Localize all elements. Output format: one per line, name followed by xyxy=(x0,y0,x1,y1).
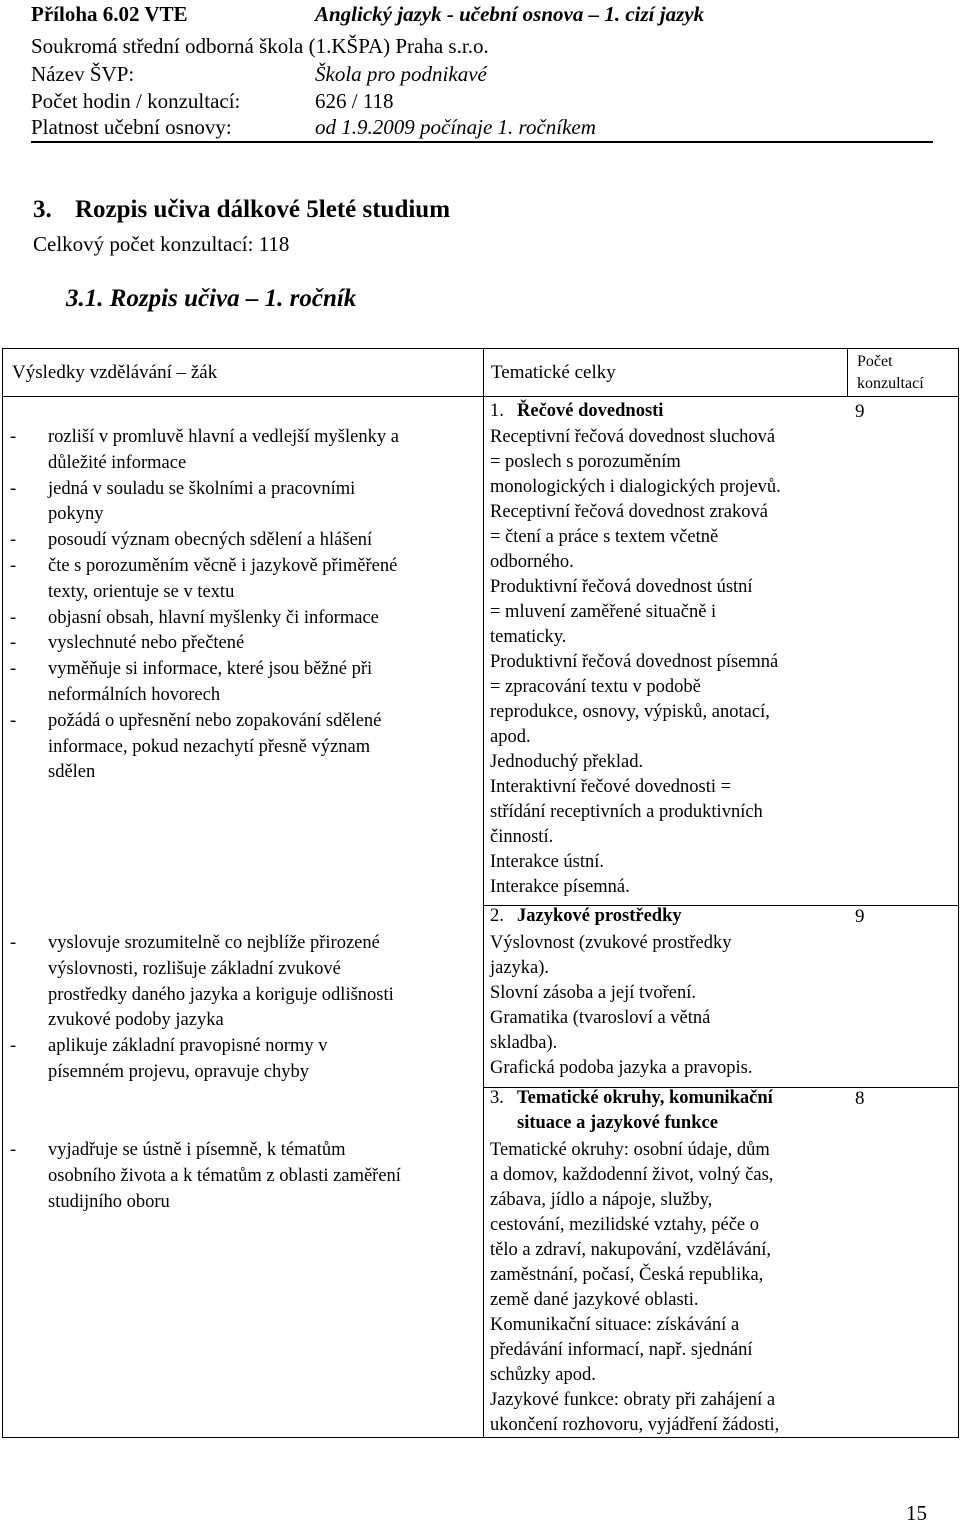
table-divider-count xyxy=(847,348,848,396)
header-rule xyxy=(31,141,933,143)
consultation-count-2: 9 xyxy=(855,906,865,927)
list-item: - aplikuje základní pravopisné normy v písemném projevu, opravuje chyby xyxy=(10,1034,470,1086)
topic-content-1: Receptivní řečová dovednost sluchová = poslech s porozuměním monologických i dialogických projevů. Receptivní řečová dovednost zraková = čtení a práce s textem včetně odborného. Produktivní řečová dovednost ústní = mluvení zaměřené situačně i tematicky. Produktivní řečová dovednost písemná = zpracování textu v podobě reprodukce, osnovy, výpisků, anotací, apod. Jednoduchý překlad. Interaktivní řečové dovednosti = střídání receptivních a produktivních činností. Interakce ústní. Interakce písemná. xyxy=(490,427,781,897)
topic-title-3 xyxy=(490,1086,773,1111)
column-header-count-line1: Počet xyxy=(857,353,893,370)
validity-value: od 1.9.2009 počínaje 1. ročníkem xyxy=(315,115,596,139)
column-header-count-line2: konzultací xyxy=(857,375,924,392)
svp-value: Škola pro podnikavé xyxy=(315,62,487,86)
table-header-rule xyxy=(2,396,959,397)
validity-label: Platnost učební osnovy: xyxy=(31,115,232,139)
section-heading xyxy=(33,196,450,224)
topic-name-line2: situace a jazykové funkce xyxy=(517,1113,718,1133)
list-item: - požádá o upřesnění nebo zopakování sdělené informace, pokud nezachytí přesně význam sdělen xyxy=(10,709,470,786)
list-item: - posoudí význam obecných sdělení a hlášení xyxy=(10,528,470,554)
topic-number: 3. xyxy=(490,1088,504,1108)
page-number: 15 xyxy=(906,1501,927,1525)
section-title: Rozpis učiva dálkové 5leté studium xyxy=(75,196,451,223)
school-name: Soukromá střední odborná škola (1.KŠPA) Praha s.r.o. xyxy=(31,34,489,58)
topic-number: 1. xyxy=(490,401,504,421)
list-item: - objasní obsah, hlavní myšlenky či informace xyxy=(10,606,470,632)
section-number: 3. xyxy=(33,196,52,223)
topic-number: 2. xyxy=(490,906,504,926)
column-header-topics: Tematické celky xyxy=(491,362,616,383)
topic-content-2: Výslovnost (zvukové prostředky jazyka). Slovní zásoba a její tvoření. Gramatika (tvarosloví a větná skladba). Grafická podoba jazyka a pravopis. xyxy=(490,933,753,1078)
hours-label: Počet hodin / konzultací: xyxy=(31,89,241,113)
topic-title-1 xyxy=(490,399,663,424)
results-list-2 xyxy=(10,931,470,1086)
results-list-3 xyxy=(10,1138,470,1215)
svp-label: Název ŠVP: xyxy=(31,62,135,86)
results-list-1 xyxy=(10,425,470,786)
consultation-count-3: 8 xyxy=(855,1088,865,1109)
consultation-count-1: 9 xyxy=(855,401,865,422)
topic-title-2 xyxy=(490,904,682,929)
topic-name-line1: Tematické okruhy, komunikační xyxy=(517,1088,773,1108)
list-item: - čte s porozuměním věcně i jazykově přiměřené texty, orientuje se v textu xyxy=(10,554,470,606)
attachment-label: Příloha 6.02 VTE xyxy=(31,2,188,26)
list-item: - vyslechnuté nebo přečtené xyxy=(10,631,470,657)
column-header-results: Výsledky vzdělávání – žák xyxy=(12,362,218,383)
list-item: - vyměňuje si informace, které jsou běžné při neformálních hovorech xyxy=(10,657,470,709)
list-item: - vyjadřuje se ústně i písemně, k tématům osobního života a k tématům z oblasti zaměření studijního oboru xyxy=(10,1138,470,1215)
list-item: - rozliší v promluvě hlavní a vedlejší myšlenky a důležité informace xyxy=(10,425,470,477)
total-consultations: Celkový počet konzultací: 118 xyxy=(33,232,290,256)
table-divider-topics xyxy=(483,348,484,1438)
subsection-heading: 3.1. Rozpis učiva – 1. ročník xyxy=(66,285,357,312)
subject-title: Anglický jazyk - učební osnova – 1. cizí jazyk xyxy=(315,2,705,26)
hours-value: 626 / 118 xyxy=(315,89,394,113)
topic-name: Jazykové prostředky xyxy=(517,906,682,926)
topic-content-3: Tematické okruhy: osobní údaje, dům a domov, každodenní život, volný čas, zábava, jídlo a nápoje, služby, cestování, mezilidské vztahy, péče o tělo a zdraví, nakupování, vzdělávání, zaměstnání, počasí, Česká republika, země dané jazykové oblasti. Komunikační situace: získávání a předávání informací, např. sjednání schůzky apod. Jazykové funkce: obraty při zahájení a ukončení rozhovoru, vyjádření žádosti, xyxy=(490,1140,780,1435)
list-item: - vyslovuje srozumitelně co nejblíže přirozené výslovnosti, rozlišuje základní zvukové prostředky daného jazyka a koriguje odlišnosti zvukové podoby jazyka xyxy=(10,931,470,1034)
topic-name: Řečové dovednosti xyxy=(517,401,664,421)
list-item: - jedná v souladu se školními a pracovními pokyny xyxy=(10,477,470,529)
